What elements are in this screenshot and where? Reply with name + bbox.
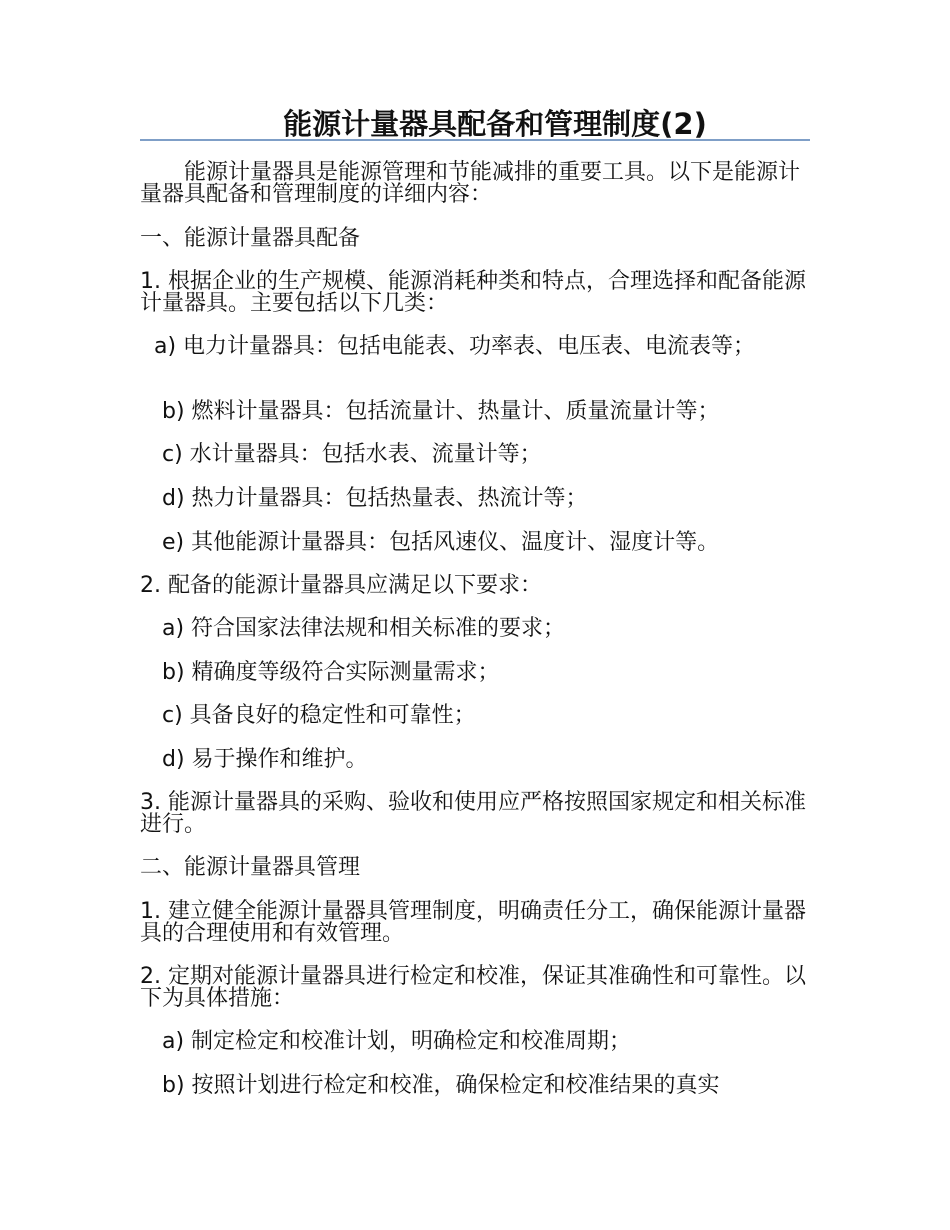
section1-heading: 一、能源计量器具配备: [140, 226, 361, 251]
section2-item2-a: a) 制定检定和校准计划，明确检定和校准周期；: [162, 1029, 632, 1054]
title-underline: [140, 139, 810, 141]
section2-item2-b: b) 按照计划进行检定和校准，确保检定和校准结果的真实: [162, 1073, 720, 1098]
section1-item1-c: c) 水计量器具：包括水表、流量计等；: [162, 442, 542, 467]
section1-item1-d: d) 热力计量器具：包括热量表、热流计等；: [162, 486, 588, 511]
section1-item1: 1. 根据企业的生产规模、能源消耗种类和特点，合理选择和配备能源计量器具。主要包括以下几类：: [140, 269, 806, 316]
section1-item1-a: a) 电力计量器具：包括电能表、功率表、电压表、电流表等；: [140, 334, 756, 359]
section1-item3: 3. 能源计量器具的采购、验收和使用应严格按照国家规定和相关标准进行。: [140, 790, 806, 837]
section1-item2-c: c) 具备良好的稳定性和可靠性；: [162, 703, 476, 728]
section1-item2: 2. 配备的能源计量器具应满足以下要求：: [140, 573, 542, 598]
intro-paragraph: 能源计量器具是能源管理和节能减排的重要工具。以下是能源计量器具配备和管理制度的详细内容：: [140, 160, 801, 207]
section1-item1-e: e) 其他能源计量器具：包括风速仪、温度计、湿度计等。: [162, 530, 720, 555]
section1-item2-d: d) 易于操作和维护。: [162, 747, 368, 772]
document-title: 能源计量器具配备和管理制度(2): [283, 107, 707, 141]
section1-item1-b: b) 燃料计量器具：包括流量计、热量计、质量流量计等；: [162, 399, 720, 424]
section1-item2-b: b) 精确度等级符合实际测量需求；: [162, 660, 500, 685]
section2-item2: 2. 定期对能源计量器具进行检定和校准，保证其准确性和可靠性。以下为具体措施：: [140, 964, 806, 1011]
section2-item1: 1. 建立健全能源计量器具管理制度，明确责任分工，确保能源计量器具的合理使用和有效管理。: [140, 899, 806, 946]
section1-item2-a: a) 符合国家法律法规和相关标准的要求；: [162, 616, 566, 641]
section2-heading: 二、能源计量器具管理: [140, 855, 361, 880]
